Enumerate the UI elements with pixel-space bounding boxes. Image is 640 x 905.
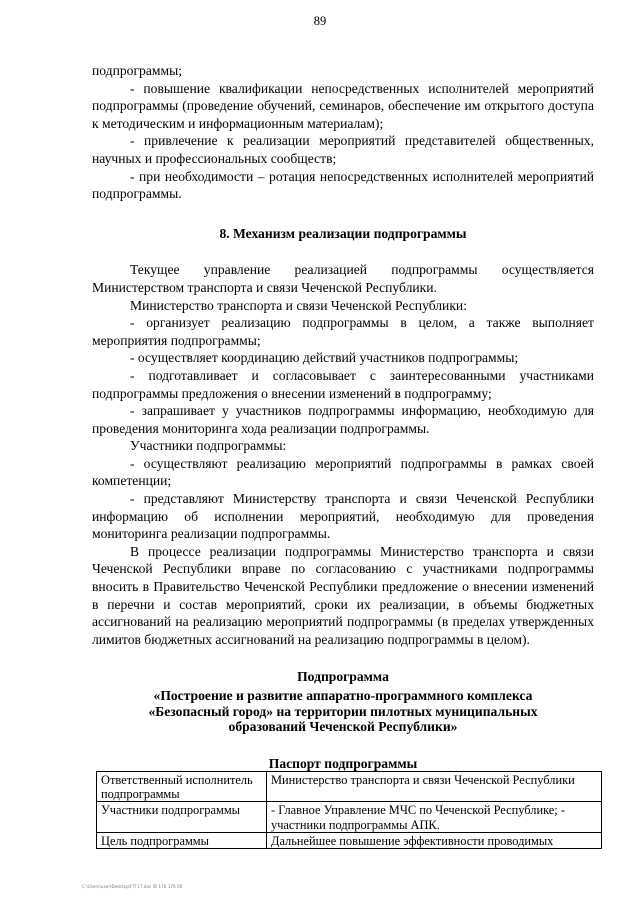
file-path-footer: C:\Users\user\Desktop\ГП 17.doc ID 176 176 00 [82, 884, 183, 889]
paragraph: - повышение квалификации непосредственных исполнителей мероприятий подпрограммы (проведение обучений, семинаров, обеспечение им открытого доступа к методическим и информационным материалам); [92, 80, 594, 131]
paragraph: - представляют Министерству транспорта и связи Чеченской Республики информацию об исполнении мероприятий, необходимую для проведения мониторинга реализации подпрограммы. [92, 491, 594, 542]
subprogram-title-line: образований Чеченской Республики» [228, 719, 458, 734]
subprogram-title-line: «Безопасный город» на территории пилотных муниципальных [148, 703, 538, 719]
table-row [97, 802, 602, 832]
passport-value: Министерство транспорта и связи Чеченской Республики [267, 772, 602, 802]
section-block [92, 261, 594, 648]
passport-heading: Паспорт подпрограммы [268, 755, 418, 771]
table-row [97, 832, 602, 848]
passport-value: Дальнейшее повышение эффективности проводимых [267, 832, 602, 848]
table-row [97, 772, 602, 802]
paragraph: подпрограммы; [92, 63, 182, 78]
paragraph: - при необходимости – ротация непосредственных исполнителей мероприятий подпрограммы. [92, 168, 594, 202]
intro-block [92, 62, 594, 203]
passport-label: Цель подпрограммы [97, 832, 267, 848]
page-number: 89 [313, 14, 327, 28]
subprogram-label: Подпрограмма [297, 669, 389, 685]
passport-label: Участники подпрограммы [97, 802, 267, 832]
document-body [92, 62, 594, 782]
paragraph: Министерство транспорта и связи Чеченской Республики: [130, 297, 467, 313]
passport-label: Ответственный исполнитель подпрограммы [97, 772, 267, 802]
subprogram-title-line: «Построение и развитие аппаратно-программного комплекса [153, 688, 533, 703]
paragraph: Участники подпрограммы: [130, 438, 287, 454]
passport-table [96, 771, 602, 849]
paragraph: - подготавливает и согласовывает с заинтересованными участниками подпрограммы предложения о внесении изменений в подпрограмму; [92, 367, 594, 401]
section-heading: 8. Механизм реализации подпрограммы [219, 225, 467, 241]
passport-value: - Главное Управление МЧС по Чеченской Республике; - участники подпрограммы АПК. [267, 802, 602, 832]
paragraph: В процессе реализации подпрограммы Министерство транспорта и связи Чеченской Республики вправе по согласованию с участниками подпрограммы вносить в Правительство Чеченской Республики предложение о внесении изменений в перечни и состав мероприятий, сроки их реализации, в объемы бюджетных ассигнований на реализацию мероприятий подпрограммы (в пределах утвержденных лимитов бюджетных ассигнований на реализацию подпрограммы в целом). [92, 543, 594, 647]
paragraph: - запрашивает у участников подпрограммы информацию, необходимую для проведения мониторинга хода реализации подпрограммы. [92, 403, 594, 436]
paragraph: Текущее управление реализацией подпрограммы осуществляется Министерством транспорта и связи Чеченской Республики. [92, 262, 594, 295]
paragraph: - организует реализацию подпрограммы в целом, а также выполняет мероприятия подпрограммы; [92, 315, 594, 348]
paragraph: - осуществляет координацию действий участников подпрограммы; [130, 350, 519, 366]
subprogram-title [92, 688, 594, 735]
paragraph: - осуществляют реализацию мероприятий подпрограммы в рамках своей компетенции; [92, 455, 594, 489]
paragraph: - привлечение к реализации мероприятий представителей общественных, научных и профессиональных сообществ; [92, 133, 594, 166]
